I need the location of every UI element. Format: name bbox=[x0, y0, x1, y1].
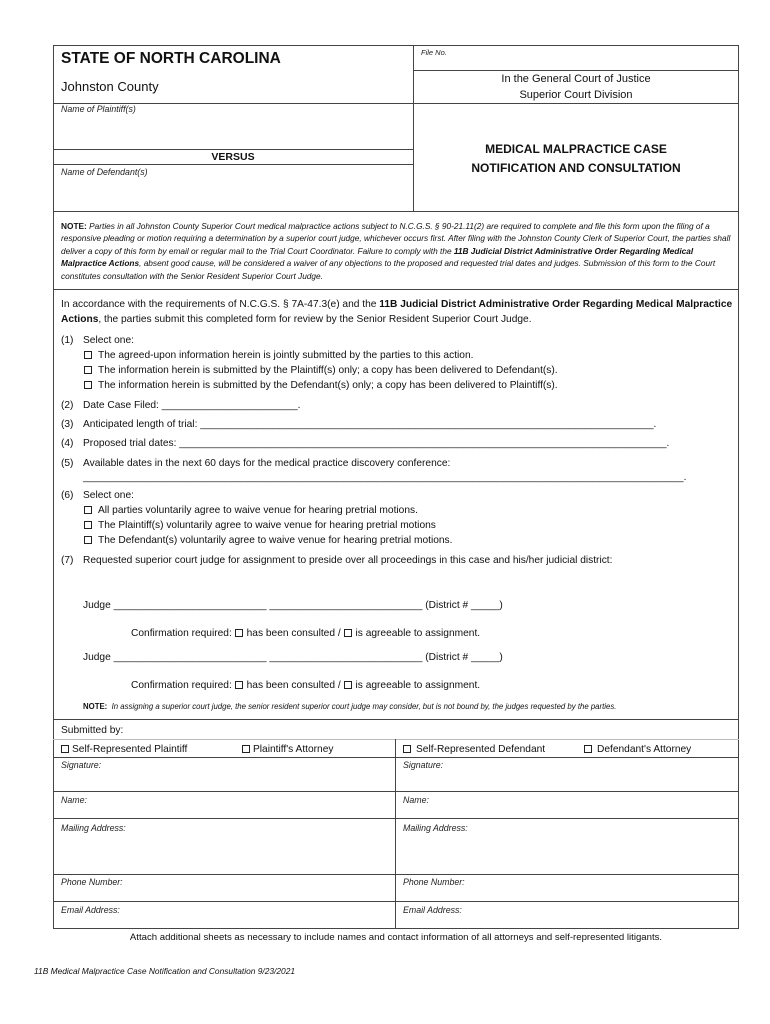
header-rule bbox=[53, 103, 739, 104]
form-frame bbox=[53, 45, 739, 929]
county-name: Johnston County bbox=[61, 79, 159, 94]
item-6-option-2[interactable] bbox=[84, 518, 436, 533]
form-title bbox=[413, 140, 739, 177]
note-label: NOTE: bbox=[61, 221, 87, 231]
option-text: The agreed-upon information herein is jointly submitted by the parties to this action. bbox=[98, 350, 474, 361]
consulted-text: has been consulted / bbox=[246, 680, 341, 691]
confirmation-label: Confirmation required: bbox=[131, 628, 232, 639]
judge-1-field[interactable]: Judge ___________________________ ___________________________ (District # _____) bbox=[83, 600, 503, 611]
option-text: The information herein is submitted by the Defendant(s) only; a copy has been delivered to Plaintiff(s). bbox=[98, 380, 558, 391]
intro-text-1: In accordance with the requirements of N.C.G.S. § 7A-47.3(e) and the bbox=[61, 299, 380, 310]
checkbox[interactable] bbox=[84, 536, 92, 544]
option-text: The information herein is submitted by the Plaintiff(s) only; a copy has been delivered to Defendant(s). bbox=[98, 365, 558, 376]
date-case-filed-field[interactable]: Date Case Filed: ________________________. bbox=[83, 400, 301, 411]
proposed-trial-dates-field[interactable]: Proposed trial dates: ______________________________________________________________________________________. bbox=[83, 438, 670, 449]
defendant-signature-label[interactable]: Signature: bbox=[403, 760, 444, 770]
option-text: The Defendant(s) voluntarily agree to waive venue for hearing pretrial motions. bbox=[98, 535, 453, 546]
plaintiff-mailing-label[interactable]: Mailing Address: bbox=[61, 823, 126, 833]
consulted-checkbox[interactable] bbox=[235, 681, 243, 689]
item-6-option-3[interactable] bbox=[84, 533, 452, 548]
plaintiff-phone-label[interactable]: Phone Number: bbox=[61, 877, 123, 887]
item-1-label: Select one: bbox=[83, 335, 134, 346]
available-dates-label: Available dates in the next 60 days for the medical practice discovery conference: bbox=[83, 458, 451, 469]
defendant-label: Name of Defendant(s) bbox=[61, 167, 148, 177]
item-6-number: (6) bbox=[61, 490, 74, 501]
intro-order-title: 11B Judicial District Administrative Order Regarding Medical Malpractice Actions bbox=[61, 299, 733, 325]
judge-2-field[interactable]: Judge ___________________________ ___________________________ (District # _____) bbox=[83, 652, 503, 663]
item-2-number: (2) bbox=[61, 400, 74, 411]
checkbox[interactable] bbox=[403, 745, 411, 753]
checkbox[interactable] bbox=[84, 351, 92, 359]
option-text: Self-Represented Defendant bbox=[416, 744, 546, 755]
item-6-label: Select one: bbox=[83, 490, 134, 501]
defendant-mailing-label[interactable]: Mailing Address: bbox=[403, 823, 468, 833]
file-no-label: File No. bbox=[421, 48, 447, 57]
form-identifier: 11B Medical Malpractice Case Notification and Consultation 9/23/2021 bbox=[34, 966, 296, 976]
plaintiff-email-label[interactable]: Email Address: bbox=[61, 905, 120, 915]
defendant-name-label[interactable]: Name: bbox=[403, 795, 429, 805]
trial-length-field[interactable]: Anticipated length of trial: ________________________________________________________________________________. bbox=[83, 419, 657, 430]
item-6-option-1[interactable] bbox=[84, 503, 418, 518]
agreeable-checkbox[interactable] bbox=[344, 681, 352, 689]
attach-sheets-note: Attach additional sheets as necessary to include names and contact information of all attorneys and self-represented litigants. bbox=[129, 932, 663, 943]
item-7-label: Requested superior court judge for assignment to preside over all proceedings in this case and his/her judicial district: bbox=[83, 555, 613, 566]
defendant-email-label[interactable]: Email Address: bbox=[403, 905, 462, 915]
court-name bbox=[413, 72, 739, 103]
judge-1-confirmation bbox=[131, 626, 480, 641]
plaintiff-signature-label[interactable]: Signature: bbox=[61, 760, 102, 770]
confirmation-label: Confirmation required: bbox=[131, 680, 232, 691]
item-3-number: (3) bbox=[61, 419, 74, 430]
checkbox-row-rule bbox=[53, 757, 739, 758]
submitted-rule bbox=[53, 739, 739, 740]
checkbox[interactable] bbox=[584, 745, 592, 753]
option-text: The Plaintiff(s) voluntarily agree to waive venue for hearing pretrial motions bbox=[98, 520, 436, 531]
defendant-attorney-option[interactable] bbox=[584, 742, 691, 757]
checkbox[interactable] bbox=[242, 745, 250, 753]
filing-note bbox=[61, 220, 732, 282]
option-text: Self-Represented Plaintiff bbox=[72, 744, 188, 755]
plaintiff-name-label[interactable]: Name: bbox=[61, 795, 87, 805]
available-dates-field[interactable]: __________________________________________________________________________________________________________. bbox=[83, 472, 687, 483]
item-1-option-1[interactable] bbox=[84, 348, 473, 363]
address-row-rule bbox=[53, 874, 739, 875]
note-order-title: 11B Judicial District Administrative Order Regarding Medical Malpractice Actions bbox=[61, 245, 694, 269]
option-text: Plaintiff's Attorney bbox=[253, 744, 334, 755]
body-rule bbox=[53, 719, 739, 720]
signature-row-rule bbox=[53, 791, 739, 792]
checkbox[interactable] bbox=[84, 506, 92, 514]
plaintiff-rule bbox=[53, 149, 413, 150]
state-title: STATE OF NORTH CAROLINA bbox=[61, 50, 281, 67]
judge-note bbox=[83, 702, 616, 711]
caption-rule bbox=[53, 211, 739, 212]
plaintiff-label: Name of Plaintiff(s) bbox=[61, 104, 136, 114]
judge-2-confirmation bbox=[131, 678, 480, 693]
agreeable-text: is agreeable to assignment. bbox=[355, 680, 481, 691]
judge-note-label: NOTE: bbox=[83, 702, 108, 711]
item-1-number: (1) bbox=[61, 335, 74, 346]
consulted-text: has been consulted / bbox=[246, 628, 341, 639]
option-text: All parties voluntarily agree to waive venue for hearing pretrial motions. bbox=[98, 505, 418, 516]
note-text-1: Parties in all Johnston County Superior Court medical malpractice actions subject to N.C.G.S. § 90-21.11(2) are required to complete and file this form upon the filing of a responsive pleading or motion requiring a determination by a superior court judge, whichever occurs first. After filing with the Johnston County Clerk of Superior Court, the parties shall deliver a copy of this form by email or regular mail to the Trial Court Coordinator. Failure to comply with the bbox=[61, 221, 731, 256]
consulted-checkbox[interactable] bbox=[235, 629, 243, 637]
defendant-phone-label[interactable]: Phone Number: bbox=[403, 877, 465, 887]
court-line-1: In the General Court of Justice bbox=[501, 73, 651, 85]
checkbox[interactable] bbox=[84, 521, 92, 529]
checkbox[interactable] bbox=[84, 366, 92, 374]
option-text: Defendant's Attorney bbox=[597, 744, 692, 755]
checkbox[interactable] bbox=[61, 745, 69, 753]
note-rule bbox=[53, 289, 739, 290]
checkbox[interactable] bbox=[84, 381, 92, 389]
plaintiff-attorney-option[interactable] bbox=[242, 742, 333, 757]
phone-row-rule bbox=[53, 901, 739, 902]
intro-paragraph bbox=[61, 297, 733, 327]
court-line-2: Superior Court Division bbox=[519, 88, 633, 101]
note-text-2: , absent good cause, will be considered a waiver of any objections to the proposed and requested trial dates and judges. Submission of this form to the Court constitutes consultation with the Senior Resident Superior Court Judge. bbox=[61, 258, 716, 281]
form-title-line-1: MEDICAL MALPRACTICE CASE bbox=[485, 142, 667, 156]
item-4-number: (4) bbox=[61, 438, 74, 449]
item-7-number: (7) bbox=[61, 555, 74, 566]
form-title-line-2: NOTIFICATION AND CONSULTATION bbox=[471, 160, 681, 175]
item-5-number: (5) bbox=[61, 458, 74, 469]
agreeable-text: is agreeable to assignment. bbox=[355, 628, 481, 639]
item-1-option-2[interactable] bbox=[84, 363, 558, 378]
submitted-by-label: Submitted by: bbox=[61, 725, 124, 736]
judge-note-text: In assigning a superior court judge, the senior resident superior court judge may consider, but is not bound by, the judges requested by the parties. bbox=[111, 702, 617, 711]
name-row-rule bbox=[53, 818, 739, 819]
versus-rule bbox=[53, 164, 413, 165]
intro-text-2: , the parties submit this completed form for review by the Senior Resident Superior Court Judge. bbox=[98, 314, 532, 325]
item-1-option-3[interactable] bbox=[84, 378, 558, 393]
versus-label: VERSUS bbox=[211, 151, 255, 163]
self-rep-plaintiff-option[interactable] bbox=[61, 742, 187, 757]
file-no-divider bbox=[413, 70, 739, 71]
self-rep-defendant-option[interactable] bbox=[403, 742, 545, 757]
agreeable-checkbox[interactable] bbox=[344, 629, 352, 637]
